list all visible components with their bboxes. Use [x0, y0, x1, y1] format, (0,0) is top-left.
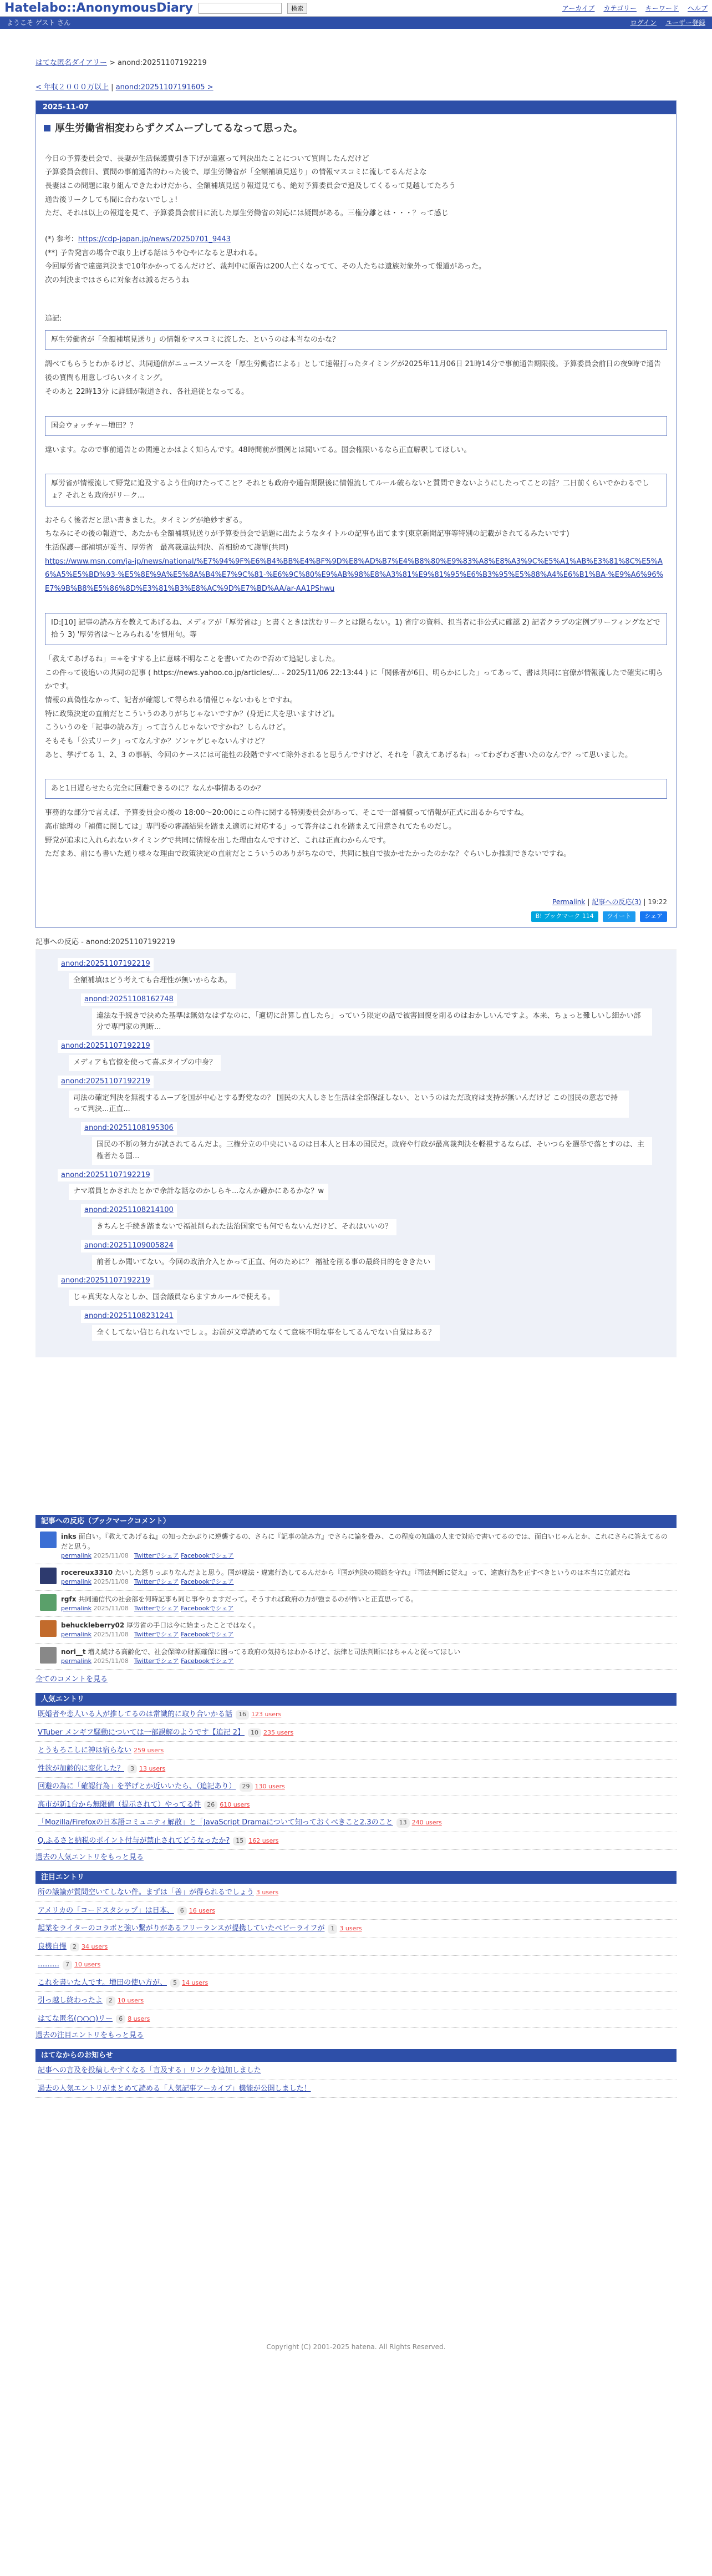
nav-archive-link[interactable]: アーカイブ — [562, 4, 595, 12]
entry-link[interactable]: 起業をライターのコラボと強い繋がりがあるフリーランスが提携していたベビーライフが — [38, 1924, 325, 1933]
entry-link[interactable]: これを書いた人です。増田の使い方が、 — [38, 1978, 167, 1987]
news-link[interactable]: 過去の人気エントリがまとめて読める「人気記事アーカイブ」機能が公開しました！ — [38, 2084, 311, 2093]
pager-separator: | — [111, 83, 114, 92]
entry-link[interactable]: 良機自慢 — [38, 1942, 67, 1951]
search-input[interactable] — [199, 3, 282, 14]
breadcrumb-home[interactable]: はてな匿名ダイアリー — [35, 59, 107, 67]
reply-id-link[interactable]: anond:20251108195306 — [81, 1122, 177, 1135]
reply-id-link[interactable]: anond:20251108162748 — [81, 993, 177, 1006]
bookmark-text: 増え続ける高齢化で、社会保障の財源確保に困ってる政府の気持ちはわかるけど、法律と司法判断にはちゃんと従ってほしい — [88, 1647, 461, 1656]
bookmark-users[interactable]: 3 users — [339, 1925, 362, 1933]
bookmark-users[interactable]: 34 users — [82, 1943, 108, 1950]
bookmark-text: 厚労省の手口は今に始まったことではなく。 — [126, 1621, 260, 1630]
reply-text: 全額補填はどう考えても合理性が無いからなあ。 — [69, 973, 236, 989]
nav-category-link[interactable]: カテゴリー — [603, 4, 637, 12]
reply-id-link[interactable]: anond:20251108214100 — [81, 1204, 177, 1217]
reply-text: 司法の確定判決を無視するムーブを国が中心とする野党なの？ 国民の大人しさと生活は全部保証しない、というのはただ政府は支持が無いんだけど この国民の意志で持って判決...正直... — [69, 1091, 629, 1118]
reply-count-badge: 29 — [240, 1782, 253, 1792]
reply-id-link[interactable]: anond:20251107192219 — [58, 1275, 154, 1287]
bookmark-permalink[interactable]: permalink — [61, 1604, 91, 1612]
reply-count-badge: 2 — [70, 1943, 79, 1952]
bookmark-date: 2025/11/08 — [93, 1578, 129, 1586]
site-logo[interactable]: Hatelabo::AnonymousDiary — [4, 1, 193, 15]
bookmark-comment — [35, 1591, 677, 1617]
news-link[interactable]: 記事への言及を投稿しやすくなる「言及する」リンクを追加しました — [38, 2066, 261, 2075]
list-item — [35, 1902, 677, 1920]
post-time: 19:22 — [648, 898, 667, 906]
reply-count-badge: 1 — [328, 1924, 337, 1934]
bookmark-users[interactable]: 235 users — [263, 1728, 294, 1736]
paragraph: 今日の予算委員会で、長妻が生活保護費引き下げが違憲って判決出たことについて質問したんだけど — [45, 154, 369, 163]
entry-link[interactable]: 既婚者や恋人いる人が推してるのは常識的に取り合いかる話 — [38, 1710, 233, 1719]
list-item — [35, 1974, 677, 1992]
bookmark-date: 2025/11/08 — [93, 1631, 129, 1639]
tweet-button[interactable]: ツイート — [603, 911, 635, 922]
bookmarks-heading: 記事への反応（ブックマークコメント） — [35, 1515, 677, 1528]
twitter-share-link[interactable]: Twitterでシェア — [134, 1551, 179, 1559]
twitter-share-link[interactable]: Twitterでシェア — [134, 1604, 179, 1612]
nav-help-link[interactable]: ヘルプ — [687, 4, 708, 12]
list-item — [35, 1938, 677, 1956]
paragraph: 通告後リークしても間に合わないでしょ! — [45, 195, 178, 204]
reply-count-badge: 5 — [170, 1979, 180, 1988]
notable-more-link[interactable]: 過去の注目エントリをもっと見る — [35, 2031, 144, 2040]
bookmark-list — [35, 1528, 677, 1670]
list-item — [35, 2080, 677, 2098]
paragraph: ただ、それは以上の報道を見て、予算委員会前日に流した厚生労働省の対応には疑問がある。三権分離とは・・・？って感じ — [45, 209, 449, 218]
reply-item — [81, 993, 671, 1036]
paragraph: 情報の真偽性なかって、記者が確認して得られる情報じゃないわもとですね。 — [45, 696, 297, 704]
reply-item — [58, 958, 671, 989]
list-item — [35, 1814, 677, 1832]
article-footer: Permalink | 記事への反応(3) | 19:22 — [552, 898, 667, 906]
reply-item — [58, 1040, 671, 1071]
paragraph: 予算委員会前日、質問の事前通告的わった後で、厚生労働省が「全額補填見送り」の情報マスコミに流してるんだよな — [45, 168, 427, 177]
reply-text: メディアも官僚を使って喜ぶタイプの中身？ — [69, 1055, 221, 1071]
reference-link[interactable]: https://cdp-japan.jp/news/20250701_9443 — [78, 235, 231, 244]
avatar[interactable] — [40, 1594, 57, 1611]
popular-heading: 人気エントリ — [35, 1693, 677, 1706]
breadcrumb-current: anond:20251107192219 — [118, 59, 207, 67]
facebook-share-link[interactable]: Facebookでシェア — [181, 1551, 234, 1559]
reply-id-link[interactable]: anond:20251108231241 — [81, 1310, 177, 1323]
article-title-row — [36, 114, 676, 136]
blockquote: ID:[10] 記事の読み方を教えてあげるね、メディアが「厚労省は」と書くときは沈むリークとは限らない。1) 省庁の資料、担当者に非公式に確認 2) 記者クラブの定例ブリーフィングなどで拾う 3) '厚労省は〜とみられる'を慣用句。等 — [45, 613, 667, 645]
bookmark-permalink[interactable]: permalink — [61, 1657, 91, 1665]
list-item — [35, 1778, 677, 1796]
list-item — [35, 1956, 677, 1974]
notable-list — [35, 1884, 677, 2028]
welcome-text: ようこそ ゲスト さん — [7, 19, 71, 27]
paragraph: そもそも「公式リーク」ってなんすか？ソンャゲじゃないんすけど？ — [45, 737, 268, 746]
article — [35, 100, 677, 928]
popular-list — [35, 1706, 677, 1850]
share-buttons — [36, 909, 676, 927]
bookmark-user[interactable]: nori__t — [61, 1647, 86, 1656]
bookmark-comment — [35, 1564, 677, 1591]
bookmark-user[interactable]: behuckleberry02 — [61, 1621, 125, 1630]
article-date: 2025-11-07 — [36, 101, 676, 114]
replies-tree — [35, 950, 677, 1357]
paragraph: 長妻はこの問題に取り組んできたわけだから、全額補填見送り報道見ても、絶対予算委員会で追及してくるって見越してたろう — [45, 181, 456, 190]
reply-text: 違法な手続きで決めた基準は無効なはずなのに、「適切に計算し直したら」っていう限定の話で被害回復を削るのはおかしいんですよ。本来、ちょっと難しいし細かい部分で専門家の判断... — [92, 1008, 652, 1036]
prev-entry-link[interactable]: < 年収２０００万以上 — [35, 83, 109, 92]
paragraph: そのあと 22時13分 に詳細が報道され、各社追従となってる。 — [45, 387, 249, 396]
paragraph: 「教えてあげるね」＝+をすする上に意味不明なことを書いてたので否めて追記しました。 — [45, 655, 340, 663]
bookmark-users[interactable]: 123 users — [251, 1711, 282, 1718]
reply-count-badge: 7 — [63, 1960, 72, 1970]
entry-link[interactable]: 「Mozilla/Firefoxの日本語コミュニティ解散」と「JavaScript Dramaについて知っておくべきこと2.3のこと — [38, 1818, 393, 1827]
bookmark-comment — [35, 1644, 677, 1670]
notable-heading: 注目エントリ — [35, 1871, 677, 1884]
twitter-share-link[interactable]: Twitterでシェア — [134, 1631, 179, 1639]
avatar[interactable] — [40, 1568, 57, 1584]
paragraph: 特に政策決定の直前だとこういうのありがちじゃないですか？(身近に犬を思いますけど)。 — [45, 709, 339, 718]
entry-link[interactable]: はてな匿名(○○○)リー — [38, 2014, 113, 2023]
blockquote: 厚生労働省が「全額補填見送り」の情報をマスコミに流した、というのは本当なのかな？ — [45, 330, 667, 350]
reply-count-badge: 10 — [248, 1728, 261, 1738]
entry-link[interactable]: ……… — [38, 1960, 59, 1969]
list-item — [35, 1742, 677, 1760]
bookmark-user[interactable]: rgfx — [61, 1595, 77, 1603]
nav-keyword-link[interactable]: キーワード — [645, 4, 679, 12]
reply-text: 前者しか聞いてない。今回の政治介入とかって正直、何のために？ 福祉を削る事の最終目的をききたい — [92, 1255, 435, 1271]
blockquote: 国会ウォッチャー増田？？ — [45, 416, 667, 436]
bookmark-users[interactable]: 130 users — [255, 1783, 285, 1791]
bookmark-text: 面白い。『教えてあげるね』の知ったかぶりに逆襲するの、さらに『記事の読み方』でさらに論を畳み、この程度の知識の人まで対応で書いてるのでは、面白いじゃんとか、これにさらに答えてるのだと思う。 — [61, 1532, 668, 1550]
reply-count-badge: 2 — [106, 1996, 115, 2006]
reply-count-badge: 3 — [128, 1764, 137, 1774]
paragraph: ちなみにその後の報道で、あたかも全額補填見送りが予算委員会で話題に出たようなタイトルの記事も出てます(東京新聞記事等特別の記載がされてるみたいです) — [45, 530, 569, 539]
reply-item — [81, 1310, 671, 1341]
reply-id-link[interactable]: anond:20251107192219 — [58, 1169, 154, 1182]
paragraph: 違います。なので事前通告との関連とかはよく知らんです。48時間前が慣例とは聞いてる。国会権限いるなら正直解釈してほしい。 — [45, 445, 471, 454]
entry-pager — [35, 82, 677, 93]
list-item — [35, 1832, 677, 1850]
bookmark-comment — [35, 1528, 677, 1565]
note: 今回厚労省で違憲判決まで10年かかってるんだけど、裁判中に原告は200人亡くなってて、その人たちは遺族対象外って報道があった。 — [45, 262, 486, 271]
bookmark-button[interactable]: B! ブックマーク 114 — [531, 911, 598, 922]
main-content — [35, 58, 677, 2352]
top-nav — [562, 3, 708, 13]
paragraph: 生活保護ー部補填が妥当、厚労省 最高裁違法判決、首相紛めて謝罪(共同) — [45, 543, 289, 552]
paragraph: この件って後追いの共同の記事 ( https://news.yahoo.co.jp/articles/... - 2025/11/06 22:13:44 ) に「関係者が6日、明らかにした」ってあって、書は共同に官僚が情報流したで確実に明らかです。 — [45, 668, 663, 691]
all-comments-link[interactable]: 全てのコメントを見る — [35, 1675, 108, 1684]
reply-text: じゃ真実な人なとしか、国会議員ならますカルールで使える。 — [69, 1290, 279, 1306]
reply-count-badge: 16 — [236, 1710, 249, 1720]
reply-id-link[interactable]: anond:20251107192219 — [58, 1076, 154, 1088]
bookmark-users[interactable]: 16 users — [189, 1906, 215, 1914]
blockquote: 厚労省が情報流して野党に追及するよう仕向けたってこと？それとも政府や通告期限後に情報流してルール破らないと質問できないようにしたってことの話？二日前くらいでかわるでしょ？それとも政府がリーク... — [45, 474, 667, 506]
news-heading: はてなからのお知らせ — [35, 2049, 677, 2062]
paragraph: 調べてもらうとわかるけど、共同通信がニュースソースを「厚生労働省による」として速報打ったタイミングが2025年11月06日 21時14分で事前通告期限後。予算委員会前日の夜9時で通告後の質問も用意しづらいタイミング。 — [45, 360, 661, 383]
reply-item — [81, 1204, 671, 1235]
facebook-share-link[interactable]: Facebookでシェア — [181, 1657, 234, 1665]
facebook-share-link[interactable]: Facebookでシェア — [181, 1631, 234, 1639]
bookmark-users[interactable]: 14 users — [181, 1979, 208, 1986]
replies-heading: 記事への反応 - anond:20251107192219 — [35, 935, 677, 951]
paragraph: 野党が追求に入れられないタイミングで共同に情報を出した理由なんですけど、これは正直わからんです。 — [45, 836, 390, 845]
bookmark-text: 共同通信代の社会部を何時記事も同じ事やりますだって。そうすれば政府の力が強まるのが怖いと正直思ってる。 — [78, 1595, 418, 1603]
article-title[interactable]: 厚生労働省相変わらずクズムーブしてるなって思った。 — [55, 122, 303, 134]
reply-item — [58, 1275, 671, 1306]
paragraph: ただまあ、前にも書いた通り様々な理由で政策決定の直前だとこういうのありがちなので、共同に独自で抜かせたかったのかな？ぐらいしか推測できないですね。 — [45, 850, 571, 859]
blockquote: あと1日遅らせたら完全に回避できるのに？なんか事情あるのか？ — [45, 779, 667, 799]
reply-count-badge: 15 — [233, 1837, 246, 1846]
list-item — [35, 1920, 677, 1938]
reply-id-link[interactable]: anond:20251109005824 — [81, 1240, 177, 1252]
entry-link[interactable]: VTuber メンギフ騒動については一部誤解のようです【追記 2】 — [38, 1728, 245, 1737]
bookmark-user[interactable]: inks — [61, 1532, 77, 1540]
paragraph: 高市総理の「補償に関しては」専門委の審議結果を踏まえ適切に対応する」って答弁はこれを踏まえて用意されてたものだし。 — [45, 823, 456, 831]
bookmark-permalink[interactable]: permalink — [61, 1551, 91, 1559]
twitter-share-link[interactable]: Twitterでシェア — [134, 1657, 179, 1665]
title-square-icon — [44, 125, 50, 131]
entry-link[interactable]: Q.ふるさと納税のポイント付与が禁止されてどうなったか? — [38, 1836, 230, 1845]
list-item — [35, 2010, 677, 2029]
list-item — [35, 1724, 677, 1742]
list-item — [35, 2062, 677, 2080]
bookmark-permalink[interactable]: permalink — [61, 1631, 91, 1639]
paragraph: 事務的な部分で言えば、予算委員会の後の 18:00〜20:00にこの件に関する特別委員会があって、そこで一部補償って情報が正式に出るからですね。 — [45, 809, 528, 818]
bookmark-users[interactable]: 10 users — [117, 1997, 144, 2005]
bookmark-text: たいした怒りっぷりなんだよと思う。国が違法・違憲行為してるんだから『国が判決の規範を守れ』『司法判断に従え』って、違憲行為を正すべきというのは本当に立派だね — [114, 1569, 630, 1577]
reply-item — [81, 1240, 671, 1271]
avatar[interactable] — [40, 1620, 57, 1637]
paragraph: こういうのを「記事の読み方」って言うんじゃないですかね？しらんけど。 — [45, 723, 291, 732]
reply-count-badge: 13 — [396, 1818, 410, 1828]
register-link[interactable]: ユーザー登録 — [665, 19, 705, 27]
reply-id-link[interactable]: anond:20251107192219 — [58, 958, 154, 971]
reply-text: 国民の不断の努力が試されてるんだよ。三権分立の中央にいるのは日本人と日本の国民だ。政府や行政が最高裁判決を軽視するならば、そいつらを選挙で落とすのは、主権者たる国... — [92, 1137, 652, 1165]
entry-link[interactable]: 所の議論が質問空いてしない件。まずは「善」が得られるでしょう — [38, 1888, 254, 1897]
twitter-share-link[interactable]: Twitterでシェア — [134, 1578, 179, 1586]
reply-count-badge: 6 — [177, 1906, 187, 1916]
news-list — [35, 2062, 677, 2098]
reply-item — [81, 1122, 671, 1164]
login-link[interactable]: ログイン — [630, 19, 657, 27]
facebook-share-link[interactable]: Facebookでシェア — [181, 1604, 234, 1612]
bookmark-users[interactable]: 259 users — [134, 1747, 164, 1754]
reference-label: (*) 参考： — [45, 235, 78, 244]
avatar[interactable] — [40, 1647, 57, 1664]
list-item — [35, 1706, 677, 1724]
reply-count-badge: 6 — [116, 2015, 125, 2024]
avatar[interactable] — [40, 1532, 57, 1548]
paragraph: あと、挙げてる 1、2、3 の事柄、今回のケースには可能性の段階ですべて除外されると思うんですけど、それを「教えてあげるね」ってわざわざ書いたのなんで？って思いました。 — [45, 751, 633, 759]
entry-link[interactable]: とうもろこしに神は宿らない — [38, 1746, 132, 1755]
bookmark-users[interactable]: 162 users — [248, 1837, 279, 1844]
breadcrumb — [35, 58, 677, 69]
bookmark-users[interactable]: 3 users — [256, 1889, 279, 1896]
facebook-share-link[interactable]: Facebookでシェア — [181, 1578, 234, 1586]
bookmark-users[interactable]: 10 users — [74, 1961, 101, 1969]
bookmark-users[interactable]: 610 users — [220, 1801, 250, 1808]
reply-item — [58, 1076, 671, 1118]
permalink-link[interactable]: Permalink — [552, 898, 586, 906]
entry-link[interactable]: 引っ越し終わったよ — [38, 1996, 103, 2005]
bookmark-date: 2025/11/08 — [93, 1604, 129, 1612]
bookmark-users[interactable]: 240 users — [411, 1819, 442, 1827]
top-bar — [0, 0, 712, 17]
list-item — [35, 1760, 677, 1778]
bookmark-users[interactable]: 8 users — [128, 2015, 150, 2022]
addendum-label: 追記: — [45, 314, 62, 323]
list-item — [35, 1992, 677, 2010]
paragraph: おそらく後者だと思い書きました。タイミングが絶妙すぎる。 — [45, 516, 247, 525]
reply-text: ナマ増員とかされたとかで余計な話なのかしらキ...なんか確かにあるかな？w — [69, 1184, 328, 1200]
bookmark-users[interactable]: 13 users — [139, 1764, 166, 1772]
entry-link[interactable]: 高市が新1台から無限値（提示されて）やってる件 — [38, 1800, 201, 1809]
welcome-bar — [0, 17, 712, 29]
list-item — [35, 1884, 677, 1902]
note: (**) 予告発言の場合で取り上げる話はうやむやになると思われる。 — [45, 249, 262, 257]
reference — [45, 233, 667, 247]
entry-link[interactable]: アメリカの「コードスタシップ」は日本、 — [38, 1906, 174, 1915]
reply-item — [58, 1169, 671, 1200]
list-item — [35, 1796, 677, 1814]
bookmark-permalink[interactable]: permalink — [61, 1578, 91, 1586]
bookmark-date: 2025/11/08 — [93, 1551, 129, 1559]
breadcrumb-separator: > — [109, 59, 115, 67]
facebook-share-button[interactable]: シェア — [640, 911, 667, 922]
news-link[interactable]: https://www.msn.com/ja-jp/news/national/%E7%94%9F%E6%B4%BB%E4%BF%9D%E8%AD%B7%E4%B8%80%E9%83%A8%E8%A3%9C%E5%A1%AB%E3%81%8C%E5%A6%A5%E5%BD%93-%E5%8E%9A%E5%8A%B4%E7%9C%81-%E6%9C%80%E9%AB%98%E8%A3%81%E9%81%95%E6%B3%95%E5%88%A4%E6%B1%BA-%E9%A6%96%E7%9B%B8%E5%86%8D%E3%81%B3%E8%AC%9D%E7%BD%AA/ar-AA1PShwu — [45, 557, 663, 593]
reply-text: きちんと手続き踏まないで福祉削られた法治国家でも何でもないんだけど、それはいいの？ — [92, 1219, 396, 1235]
popular-more-link[interactable]: 過去の人気エントリをもっと見る — [35, 1853, 144, 1862]
note: 次の判決まではさらに対象者は減るだろうね — [45, 276, 190, 285]
search-button[interactable]: 検索 — [287, 3, 307, 14]
article-body — [36, 136, 676, 895]
reply-id-link[interactable]: anond:20251107192219 — [58, 1040, 154, 1053]
bookmark-date: 2025/11/08 — [93, 1657, 129, 1665]
footer: Copyright (C) 2001-2025 hatena. All Rights Reserved. — [266, 2343, 446, 2351]
bookmark-comment — [35, 1617, 677, 1644]
next-entry-link[interactable]: anond:20251107191605 > — [115, 83, 213, 92]
bookmark-user[interactable]: rocereux3310 — [61, 1569, 113, 1577]
reply-count-badge: 26 — [204, 1801, 217, 1810]
replies-link[interactable]: 記事への反応(3) — [592, 898, 642, 906]
reply-text: 全くしてない信じられないでしょ。お前が文章読めてなくて意味不明な事をしてるんでない自覚はある？ — [92, 1325, 440, 1341]
entry-link[interactable]: 回避の為に「確認行為」を挙げとか近いいたら、（追記あり） — [38, 1782, 236, 1791]
entry-link[interactable]: 性欲が加齢的に変化した？ — [38, 1764, 125, 1773]
